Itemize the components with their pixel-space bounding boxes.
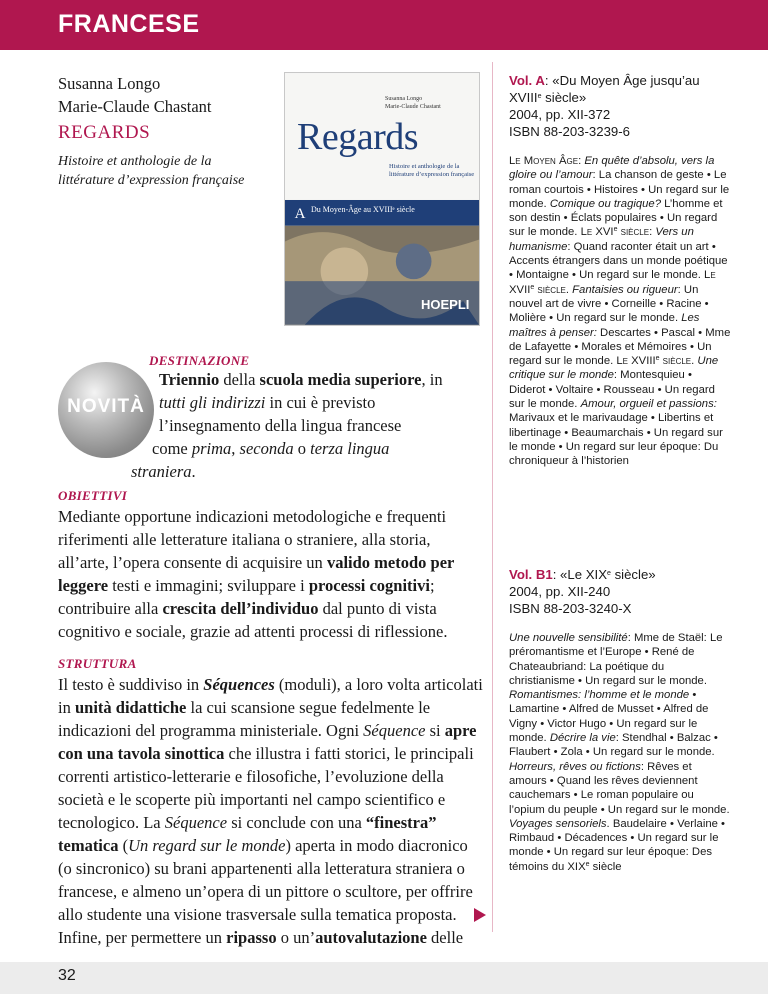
obiettivi-label: OBIETTIVI — [58, 488, 128, 503]
volume-a-pages: 2004, pp. XII-372 — [509, 107, 611, 122]
cover-artwork — [285, 73, 479, 325]
destinazione-label: DESTINAZIONE — [149, 353, 250, 368]
column-divider — [492, 62, 493, 932]
struttura-text: Il testo è suddiviso in Séquences (moduli), a loro volta articolati in unità didattiche la cui scansione segue fedelmente le indicazioni del programma ministeriale. Ogni Séquence si apre con una tavola sinottica che illustra i fatti storici, le principali correnti artistico-letterarie e filosofiche, l’evoluzione della società e le scoperte più importanti nel campo scientifico e tecnologico. La Séquence si conclude con una “finestra” tematica (Un regard sur le monde) aperta in modo diacronico (o sincronico) su brani appartenenti alla letteratura straniera o francese, e almeno un’opera di un pittore o scultore, per offrire allo studente una visione trasversale sulla tematica proposta. Infine, per permettere un ripasso o un’autovalutazione delle — [58, 675, 483, 947]
publisher-logo: HOEPLI — [421, 297, 470, 312]
destinazione-line: straniera. — [131, 462, 196, 481]
page-footer-bar — [0, 962, 768, 994]
destinazione-line: tutti gli indirizzi in cui è previsto — [159, 393, 376, 412]
book-authors — [58, 72, 212, 118]
volume-b1-isbn: ISBN 88-203-3240-X — [509, 601, 632, 616]
next-page-arrow-icon[interactable] — [474, 908, 486, 922]
novita-badge-label: NOVITÀ — [67, 396, 145, 417]
obiettivi-text: Mediante opportune indicazioni metodologiche e frequenti riferimenti alle letterature italiana o straniere, alla storia, all’arte, l’opera consente di acquisire un valido metodo per leggere testi e immagini; sviluppare i processi cognitivi; contribuire alla crescita dell’individuo dal punto di vista cognitivo e sociale, grazie ad attenti processi di riflessione. — [58, 507, 455, 641]
volume-b1-entry — [509, 566, 731, 874]
cover-subtitle: Histoire et anthologie de la littérature d’expression française — [389, 163, 475, 178]
cover-volume-letter: A — [289, 203, 311, 225]
section-title: FRANCESE — [58, 10, 200, 38]
destinazione-line: come prima, seconda o terza lingua — [152, 439, 390, 458]
destinazione-line: Triennio della scuola media superiore, in — [159, 370, 443, 389]
cover-author: Marie-Claude Chastant — [385, 104, 441, 110]
volume-a-isbn: ISBN 88-203-3239-6 — [509, 124, 630, 139]
volume-b1-header: Vol. B1: «Le XIXe siècle» 2004, pp. XII-240 ISBN 88-203-3240-X — [509, 566, 731, 617]
book-subtitle: Histoire et anthologie de la littérature d’expression française — [58, 154, 245, 188]
volume-a-entry — [509, 72, 731, 469]
novita-badge — [58, 362, 154, 458]
volume-b1-contents: Une nouvelle sensibilité: Mme de Staël: Le préromantisme et l’Europe • René de Chateaubriand: La poétique du christianisme • Un regard sur le monde. Romantismes: l’homme et le monde • Lamartine • Alfred de Musset • Alfred de Vigny • Victor Hugo • Un regard sur le monde. Décrire la vie: Stendhal • Balzac • Flaubert • Zola • Un regard sur le monde. Horreurs, rêves ou fictions: Rêves et amours • Quand les rêves deviennent cauchemars • Le roman populaire ou l’opium du peuple • Un regard sur le monde. Voyages sensoriels. Baudelaire • Verlaine • Rimbaud • Décadences • Un regard sur le monde • Un regard sur leur époque: Des témoins du XIXe siècle — [509, 632, 730, 873]
author-name: Marie-Claude Chastant — [58, 97, 212, 116]
page-number: 32 — [58, 967, 76, 984]
cover-band-text: Du Moyen-Âge au XVIIIᵉ siècle — [311, 205, 415, 214]
cover-authors — [385, 95, 441, 111]
volume-a-contents: Le Moyen Âge: En quête d’absolu, vers la gloire ou l’amour: La chanson de geste • Le roman courtois • Histoires • Un regard sur le monde. Comique ou tragique? L’homme et son destin • Éclats populaires • Un regard sur le monde. Le XVIe siècle: Vers un humanisme: Quand raconter était un art • Accents étrangers dans un monde poétique • Montaigne • Un regard sur le monde. Le XVIIe siècle. Fantaisies ou rigueur: Un nouvel art de vivre • Corneille • Racine • Molière • Un regard sur le monde. Les maîtres à penser: Descartes • Pascal • Mme de Lafayette • Morales et Mémoires • Un regard sur le monde. Le XVIIIe siècle. Une critique sur le monde: Montesquieu • Diderot • Voltaire • Rousseau • Un regard sur le monde. Amour, orgueil et passions: Marivaux et le marivaudage • Libertins et libertinage • Beaumarchais • Un regard sur le monde • Un regard sur leur époque: Du chroniqueur à l’historien — [509, 155, 731, 468]
section-header-bar — [0, 0, 768, 50]
destinazione-line: l’insegnamento della lingua francese — [159, 416, 402, 435]
volume-b1-pages: 2004, pp. XII-240 — [509, 584, 611, 599]
volume-a-header: Vol. A: «Du Moyen Âge jusqu’au XVIIIe siècle» 2004, pp. XII-372 ISBN 88-203-3239-6 — [509, 72, 731, 140]
cover-author: Susanna Longo — [385, 96, 423, 102]
struttura-label: STRUTTURA — [58, 656, 137, 671]
book-cover-image — [284, 72, 480, 326]
cover-title: Regards — [297, 116, 419, 158]
author-name: Susanna Longo — [58, 74, 161, 93]
book-title: REGARDS — [58, 122, 151, 143]
